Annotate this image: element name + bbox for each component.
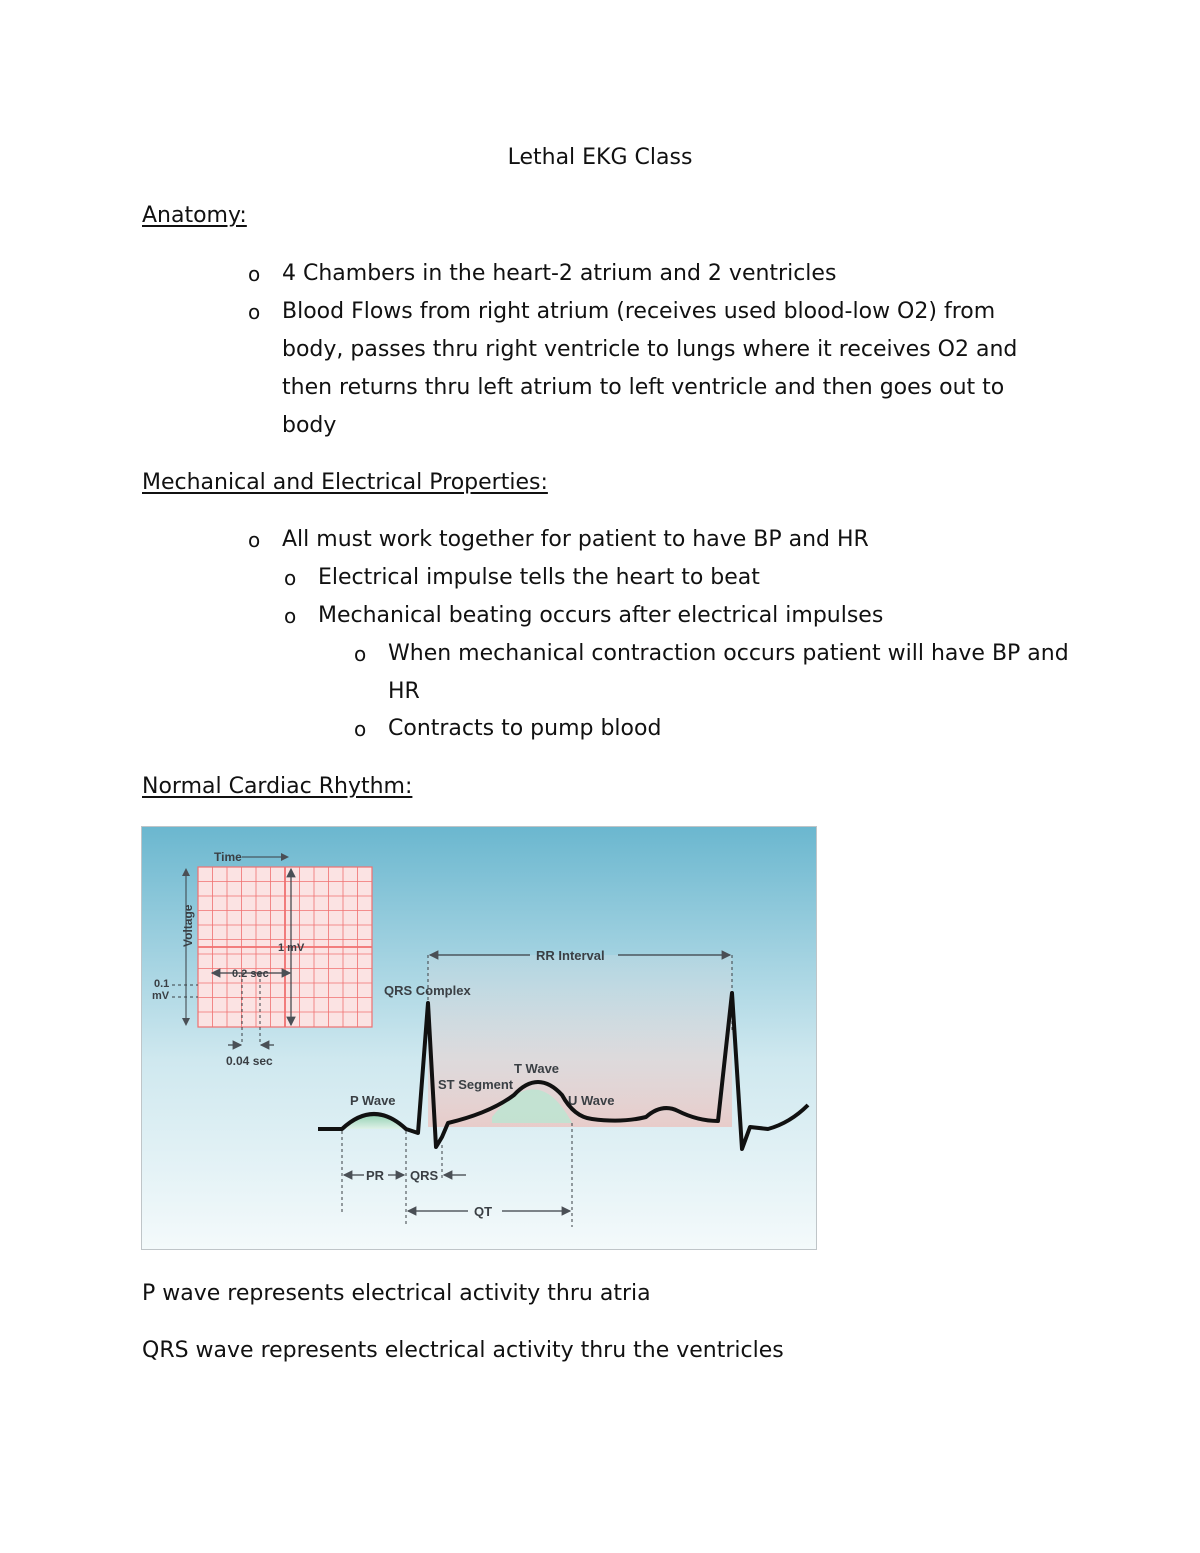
label-t-wave: T Wave	[514, 1061, 560, 1076]
list-item	[354, 710, 1074, 748]
list-item-text: Blood Flows from right atrium (receives used blood-low O2) from body, passes thru right ventricle to lungs where it receives O2 and then returns thru left atrium to left ventricle and then goes out to body	[282, 299, 1018, 438]
label-time: Time	[214, 850, 242, 864]
list-item	[354, 635, 1074, 711]
section-heading-rhythm: Normal Cardiac Rhythm:	[142, 774, 413, 799]
list-item	[284, 597, 1064, 635]
label-st-segment: ST Segment	[438, 1077, 514, 1092]
list-item-text: All must work together for patient to have BP and HR	[282, 527, 869, 552]
bullet-marker: o	[248, 300, 261, 324]
list-item	[248, 293, 1038, 445]
label-0-1: 0.1	[154, 978, 170, 990]
label-rr-interval: RR Interval	[536, 948, 605, 963]
ekg-grid	[172, 857, 372, 1045]
bullet-marker: o	[354, 642, 367, 666]
label-qrs-complex: QRS Complex	[384, 983, 471, 998]
paragraph-qrs-wave: QRS wave represents electrical activity thru the ventricles	[142, 1338, 784, 1363]
label-qrs: QRS	[410, 1168, 439, 1183]
document-title: Lethal EKG Class	[507, 145, 693, 170]
label-p-wave: P Wave	[350, 1093, 396, 1108]
section-heading-anatomy: Anatomy:	[142, 203, 247, 228]
bullet-marker: o	[248, 262, 261, 286]
ekg-diagram	[141, 826, 817, 1250]
list-item	[248, 521, 1068, 559]
label-1mv: 1 mV	[278, 942, 305, 954]
bullet-marker: o	[354, 717, 367, 741]
label-voltage: Voltage	[181, 904, 195, 947]
list-item	[284, 559, 1064, 597]
label-mv: mV	[152, 990, 170, 1002]
label-qt: QT	[474, 1204, 493, 1219]
list-item-text: Contracts to pump blood	[388, 716, 662, 741]
list-item-text: When mechanical contraction occurs patient will have BP and HR	[388, 641, 1069, 704]
list-item-text: Mechanical beating occurs after electrical impulses	[318, 603, 884, 628]
bullet-marker: o	[248, 528, 261, 552]
bullet-marker: o	[284, 604, 297, 628]
bullet-marker: o	[284, 566, 297, 590]
label-pr: PR	[366, 1168, 385, 1183]
ekg-diagram-svg	[142, 827, 817, 1250]
paragraph-p-wave: P wave represents electrical activity thru atria	[142, 1281, 651, 1306]
label-0-04-sec: 0.04 sec	[226, 1054, 273, 1068]
label-u-wave: U Wave	[568, 1093, 615, 1108]
label-0-2-sec: 0.2 sec	[232, 968, 269, 980]
section-heading-mechanical: Mechanical and Electrical Properties:	[142, 470, 548, 495]
list-item-text: Electrical impulse tells the heart to beat	[318, 565, 760, 590]
list-item-text: 4 Chambers in the heart-2 atrium and 2 ventricles	[282, 261, 837, 286]
list-item	[248, 255, 1068, 293]
